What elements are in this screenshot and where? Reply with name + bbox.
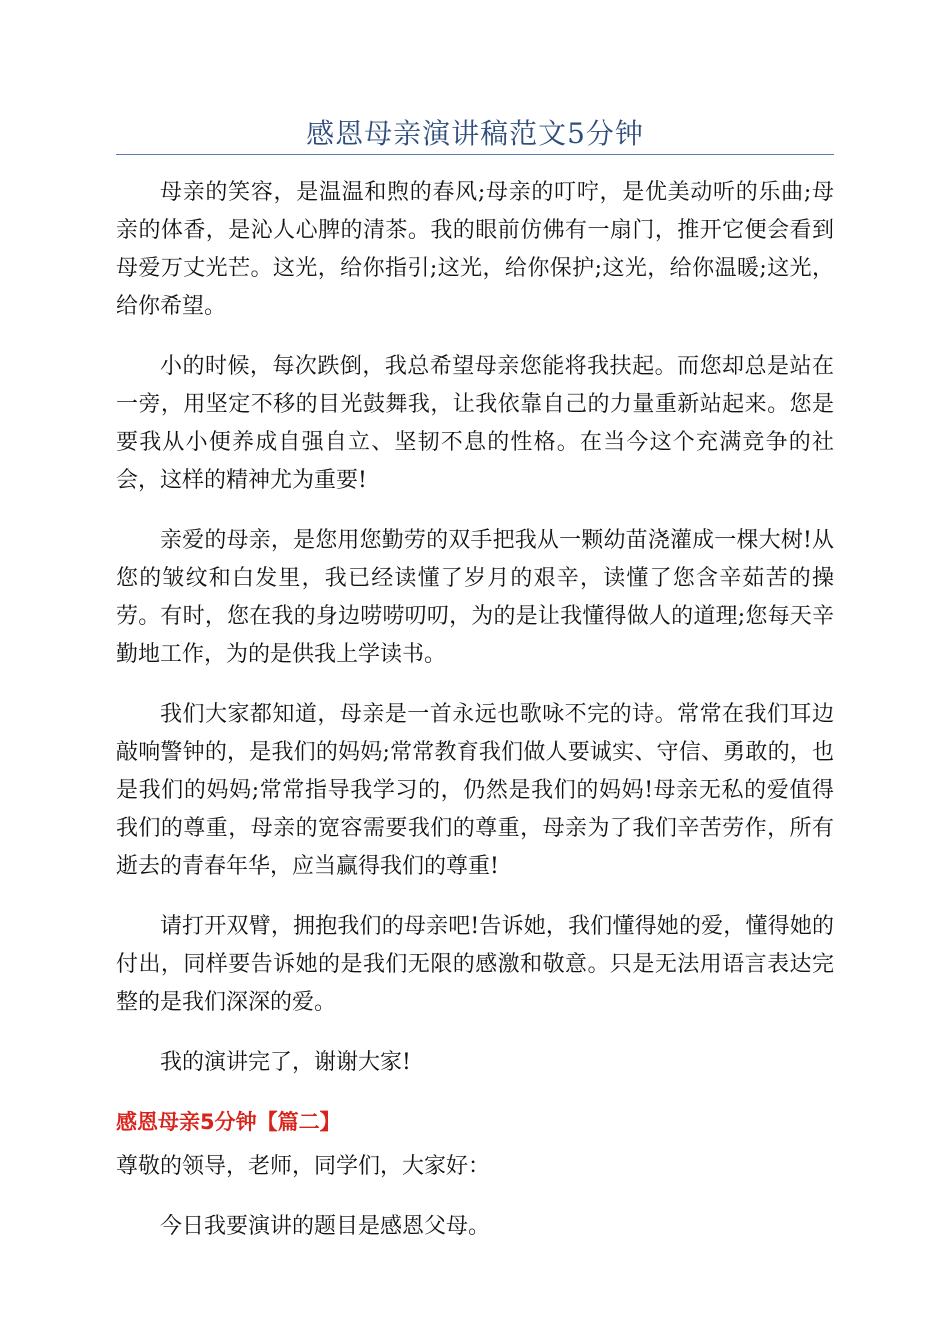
section-heading: 感恩母亲5分钟【篇二】 <box>116 1110 341 1134</box>
greeting-paragraph: 尊敬的领导，老师，同学们，大家好： <box>116 1154 491 1179</box>
paragraph: 母亲的笑容，是温温和煦的春风;母亲的叮咛，是优美动听的乐曲;母亲的体香，是沁人心脾的清茶。我的眼前仿佛有一扇门，推开它便会看到母爱万丈光芒。这光，给你指引;这光，给你保护;这光，给你温暖;这光，给你希望。 <box>116 180 834 319</box>
paragraph: 我的演讲完了，谢谢大家! <box>160 1050 411 1075</box>
title-underline <box>116 154 834 155</box>
paragraph: 今日我要演讲的题目是感恩父母。 <box>160 1214 491 1239</box>
document-title: 感恩母亲演讲稿范文5分钟 <box>306 117 644 150</box>
document-body <box>116 174 834 1268</box>
paragraph: 我们大家都知道，母亲是一首永远也歌咏不完的诗。常常在我们耳边敲响警钟的，是我们的妈妈;常常教育我们做人要诚实、守信、勇敢的，也是我们的妈妈;常常指导我学习的，仍然是我们的妈妈!母亲无私的爱值得我们的尊重，母亲的宽容需要我们的尊重，母亲为了我们辛苦劳作，所有逝去的青春年华，应当赢得我们的尊重! <box>116 702 834 879</box>
paragraph: 亲爱的母亲，是您用您勤劳的双手把我从一颗幼苗浇灌成一棵大树!从您的皱纹和白发里，我已经读懂了岁月的艰辛，读懂了您含辛茹苦的操劳。有时，您在我的身边唠唠叨叨，为的是让我懂得做人的道理;您每天辛勤地工作，为的是供我上学读书。 <box>116 528 834 667</box>
paragraph: 请打开双臂，拥抱我们的母亲吧!告诉她，我们懂得她的爱，懂得她的付出，同样要告诉她的是我们无限的感激和敬意。只是无法用语言表达完整的是我们深深的爱。 <box>116 914 834 1015</box>
paragraph: 小的时候，每次跌倒，我总希望母亲您能将我扶起。而您却总是站在一旁，用坚定不移的目光鼓舞我，让我依靠自己的力量重新站起来。您是要我从小便养成自强自立、坚韧不息的性格。在当今这个充满竞争的社会，这样的精神尤为重要! <box>116 354 834 493</box>
